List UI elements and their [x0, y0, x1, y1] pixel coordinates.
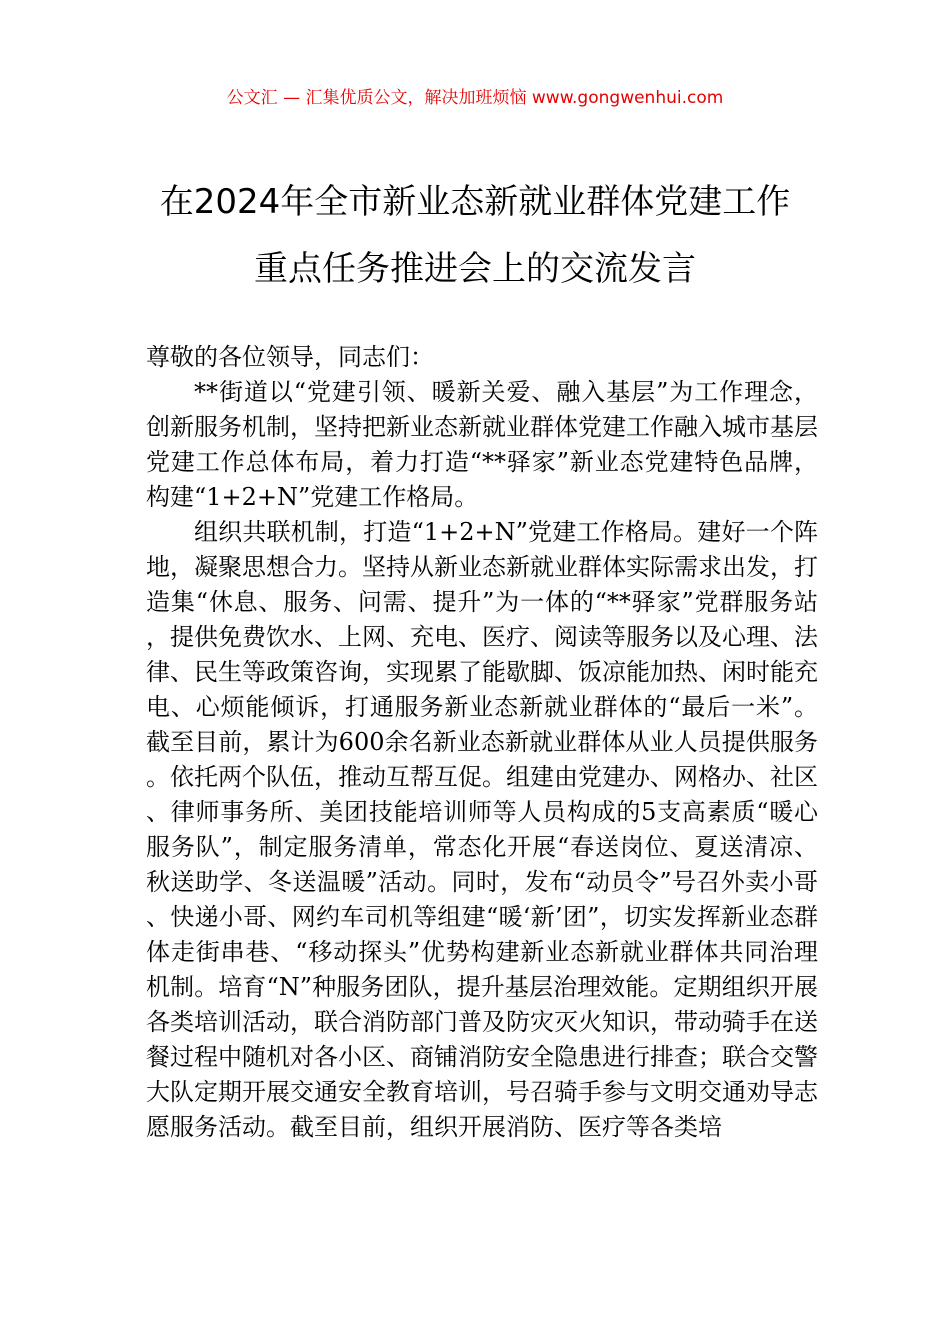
paragraph-2: 组织共联机制，打造“1+2+N”党建工作格局。建好一个阵地，凝聚思想合力。坚持从新业态新就业群体实际需求出发，打造集“休息、服务、问需、提升”为一体的“**驿家”党群服务站，提供免费饮水、上网、充电、医疗、阅读等服务以及心理、法律、民生等政策咨询，实现累了能歇脚、饭凉能加热、闲时能充电、心烦能倾诉，打通服务新业态新就业群体的“最后一米”。截至目前，累计为600余名新业态新就业群体从业人员提供服务。依托两个队伍，推动互帮互促。组建由党建办、网格办、社区、律师事务所、美团技能培训师等人员构成的5支高素质“暖心服务队”，制定服务清单，常态化开展“春送岗位、夏送清凉、秋送助学、冬送温暖”活动。同时，发布“动员令”号召外卖小哥、快递小哥、网约车司机等组建“暖‘新’团”，切实发挥新业态群体走街串巷、“移动探头”优势构建新业态新就业群体共同治理机制。培育“N”种服务团队，提升基层治理效能。定期组织开展各类培训活动，联合消防部门普及防灾灭火知识，带动骑手在送餐过程中随机对各小区、商铺消防安全隐患进行排查；联合交警大队定期开展交通安全教育培训，号召骑手参与文明交通劝导志愿服务活动。截至目前，组织开展消防、医疗等各类培 [146, 518, 818, 1141]
document-body [146, 340, 818, 1145]
document-title-line-2: 重点任务推进会上的交流发言 [254, 249, 696, 289]
watermark-header: 公文汇 — 汇集优质公文，解决加班烦恼 www.gongwenhui.com [226, 88, 724, 108]
salutation: 尊敬的各位领导，同志们： [146, 343, 434, 371]
document-title-line-1: 在2024年全市新业态新就业群体党建工作 [159, 182, 791, 222]
paragraph-1: **街道以“党建引领、暖新关爱、融入基层”为工作理念，创新服务机制，坚持把新业态新就业群体党建工作融入城市基层党建工作总体布局，着力打造“**驿家”新业态党建特色品牌，构建“1+2+N”党建工作格局。 [146, 378, 818, 511]
